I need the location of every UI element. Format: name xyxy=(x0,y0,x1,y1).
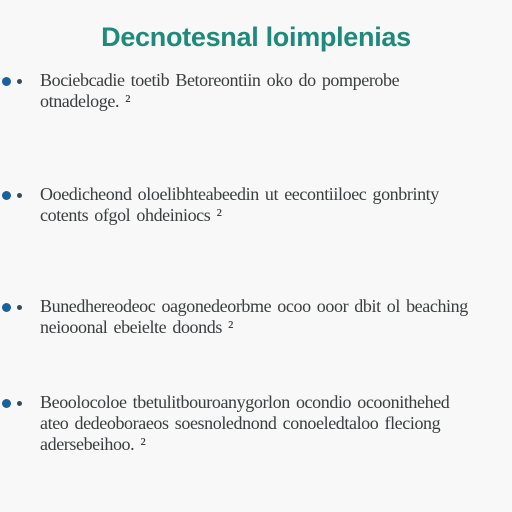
text-line: Bunedhereodeoc oagonedeorbme ocoo ooor dbit ol beaching xyxy=(40,296,468,316)
text-line: otnadeloge. ² xyxy=(40,91,131,111)
bullet-marker-icon xyxy=(2,399,11,408)
text-line: Beoolocoloe tbetulitbouroanygorlon ocondio ocoonithehed xyxy=(40,392,450,412)
bullet-marker-icon xyxy=(2,191,11,200)
list-item-text xyxy=(40,184,510,226)
bullet-marker-icon xyxy=(2,77,11,86)
text-line: Bociebcadie toetib Betoreontiin oko do pomperobe xyxy=(40,70,400,90)
bullet-dot-icon xyxy=(17,305,22,310)
text-line: ateo dedeoboraeos soesnolednond conoeledtaloo fleciong xyxy=(40,413,441,433)
text-line: Ooedicheond oloelibhteabeedin ut eecontiiloec gonbrinty xyxy=(40,184,439,204)
list-item-text xyxy=(40,70,510,112)
text-line: neiooonal ebeielte doonds ² xyxy=(40,317,234,337)
text-line: cotents ofgol ohdeiniocs ² xyxy=(40,205,222,225)
bullet-marker-icon xyxy=(2,303,11,312)
list-item-text xyxy=(40,392,510,455)
bullet-dot-icon xyxy=(17,79,22,84)
list-item-text xyxy=(40,296,510,338)
text-line: adersebeihoo. ² xyxy=(40,434,146,454)
bullet-dot-icon xyxy=(17,401,22,406)
page-title: Decnotesnal loimplenias xyxy=(101,22,411,52)
bullet-dot-icon xyxy=(17,193,22,198)
